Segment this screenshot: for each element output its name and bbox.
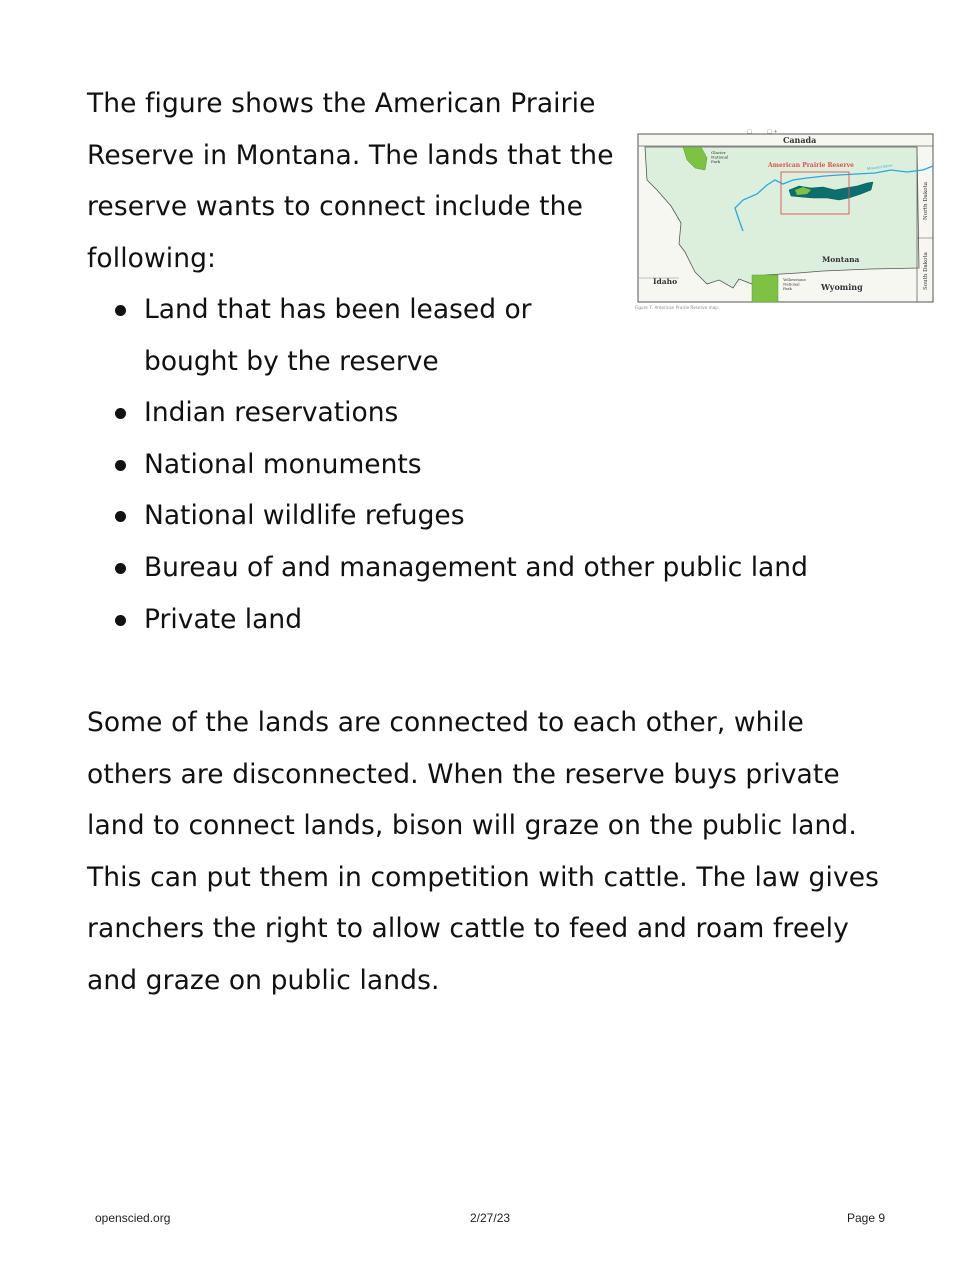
map-label-south-dakota: South Dakota: [923, 252, 929, 290]
map-label-yellowstone-3: Park: [783, 286, 792, 291]
bullet-dot: [115, 511, 126, 522]
map-label-north-dakota: North Dakota: [923, 181, 929, 220]
map-label-idaho: Idaho: [653, 277, 678, 286]
list-item: [115, 594, 808, 646]
bullet-dot: [115, 563, 126, 574]
map-label-river: Missouri River: [866, 163, 893, 171]
map-label-canada: Canada: [783, 135, 817, 145]
bullet-dot: [115, 305, 126, 316]
footer-site: openscied.org: [95, 1211, 171, 1225]
map-label-reserve: American Prairie Reserve: [768, 162, 854, 169]
map-caption: Figure 7. American Prairie Reserve map.: [635, 305, 720, 310]
reserve-map-figure: [635, 128, 935, 313]
map-label-glacier-3: Park: [711, 159, 721, 164]
list-item-text: Bureau of and management and other public land: [144, 551, 808, 583]
map-label-yellowstone-2: National: [783, 281, 800, 287]
list-item-text: Land that has been leased or bought by the reserve: [144, 294, 532, 377]
map-label-glacier-2: National: [711, 154, 729, 160]
bullet-dot: [115, 460, 126, 471]
map-label-montana: Montana: [822, 255, 860, 264]
list-item: [115, 284, 564, 387]
map-label-yellowstone-1: Yellowstone: [783, 277, 806, 282]
footer-date: 2/27/23: [470, 1211, 511, 1225]
intro-paragraph: The figure shows the American Prairie Reserve in Montana. The lands that the reserve wants to connect include the following:: [87, 88, 614, 274]
bullet-dot: [115, 615, 126, 626]
map-label-glacier-1: Glacier: [711, 150, 726, 155]
footer-page-number: Page 9: [847, 1211, 886, 1225]
closing-paragraph: Some of the lands are connected to each other, while others are disconnected. When the reserve buys private land to connect lands, bison will graze on the public land. This can put them in competition with cattle. The law gives ranchers the right to allow cattle to feed and roam freely and graze on public lands.: [87, 707, 880, 996]
list-item: [115, 542, 808, 594]
list-item-text: Indian reservations: [144, 397, 399, 429]
bullet-dot: [115, 408, 126, 419]
list-item-text: National wildlife refuges: [144, 500, 465, 532]
list-item: [115, 387, 808, 439]
list-item-text: Private land: [144, 603, 303, 635]
montana-map: [635, 128, 935, 313]
list-item: [115, 490, 808, 542]
list-item: [115, 439, 808, 491]
yellowstone-park: [752, 275, 778, 302]
list-item-text: National monuments: [144, 448, 422, 480]
map-scale-mark: □ +: [767, 129, 778, 135]
map-scale-mark: □: [747, 129, 752, 135]
map-label-wyoming: Wyoming: [821, 282, 863, 292]
